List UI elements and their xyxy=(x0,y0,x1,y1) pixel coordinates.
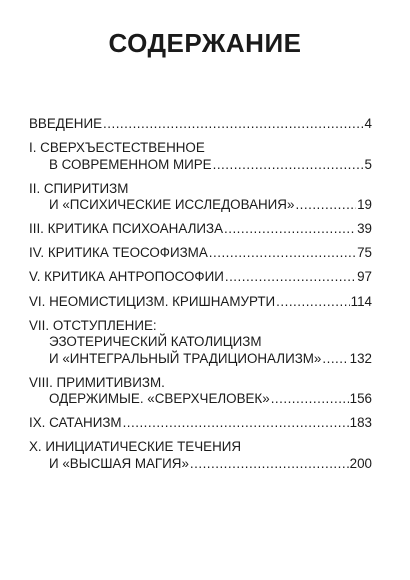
toc-entry-last-line xyxy=(29,294,372,311)
toc-page-number: 19 xyxy=(357,197,372,213)
toc-entry-chapter-4 xyxy=(29,245,372,262)
toc-entry-line xyxy=(29,439,372,456)
toc-entry-title: II. СПИРИТИЗМ xyxy=(29,180,129,196)
dot-leader xyxy=(225,269,356,286)
toc-page-number: 97 xyxy=(357,269,372,285)
toc-entry-title-continued: И «ИНТЕГРАЛЬНЫЙ ТРАДИЦИОНАЛИЗМ» xyxy=(49,350,322,366)
toc-entry-title-continued: ЭЗОТЕРИЧЕСКИЙ КАТОЛИЦИЗМ xyxy=(49,334,262,350)
dot-leader xyxy=(224,221,356,238)
toc-entry-title-continued: ОДЕРЖИМЫЕ. «СВЕРХЧЕЛОВЕК» xyxy=(49,391,270,407)
dot-leader xyxy=(123,415,349,432)
dot-leader xyxy=(295,197,356,214)
toc-entry-last-line xyxy=(29,221,372,238)
toc-entry-title: V. КРИТИКА АНТРОПОСОФИИ xyxy=(29,269,224,285)
table-of-contents xyxy=(29,116,372,480)
dot-leader xyxy=(213,157,364,174)
dot-leader xyxy=(209,245,356,262)
toc-entry-chapter-5 xyxy=(29,269,372,286)
toc-entry-title: VIII. ПРИМИТИВИЗМ. xyxy=(29,374,165,390)
toc-entry-chapter-10 xyxy=(29,439,372,472)
toc-entry-line xyxy=(29,140,372,157)
toc-entry-last-line xyxy=(29,116,372,133)
dot-leader xyxy=(271,391,349,408)
toc-entry-last-line xyxy=(29,245,372,262)
toc-entry-title-continued: И «ПСИХИЧЕСКИЕ ИССЛЕДОВАНИЯ» xyxy=(49,197,295,213)
toc-entry-last-line xyxy=(29,157,372,174)
toc-entry-title: IX. САТАНИЗМ xyxy=(29,415,122,431)
toc-entry-last-line xyxy=(29,415,372,432)
toc-entry-title: X. ИНИЦИАТИЧЕСКИЕ ТЕЧЕНИЯ xyxy=(29,439,242,455)
page-title: СОДЕРЖАНИЕ xyxy=(108,28,302,58)
toc-page-number: 156 xyxy=(349,391,372,407)
toc-entry-last-line xyxy=(29,269,372,286)
toc-page-number: 39 xyxy=(357,221,372,237)
toc-entry-last-line xyxy=(29,456,372,473)
toc-entry-last-line xyxy=(29,391,372,408)
toc-entry-title: I. СВЕРХЪЕСТЕСТВЕННОЕ xyxy=(29,140,205,156)
toc-entry-line xyxy=(29,181,372,198)
toc-page-number: 75 xyxy=(357,245,372,261)
toc-page-number: 4 xyxy=(364,116,372,131)
toc-page-number: 5 xyxy=(364,156,372,172)
toc-page-number: 200 xyxy=(349,455,372,471)
toc-entry-title: ВВЕДЕНИЕ xyxy=(29,116,103,131)
toc-entry-chapter-6 xyxy=(29,294,372,311)
toc-entry-chapter-2 xyxy=(29,181,372,214)
toc-entry-line xyxy=(29,334,372,351)
toc-entry-title: VI. НЕОМИСТИЦИЗМ. КРИШНАМУРТИ xyxy=(29,293,276,309)
toc-page-number: 114 xyxy=(350,293,372,309)
toc-page-number: 183 xyxy=(349,415,372,431)
toc-page-number: 132 xyxy=(349,350,372,366)
toc-entry-title-continued: В СОВРЕМЕННОМ МИРЕ xyxy=(49,156,212,172)
dot-leader xyxy=(322,351,348,368)
toc-entry-title: III. КРИТИКА ПСИХОАНАЛИЗА xyxy=(29,221,224,237)
toc-entry-chapter-8 xyxy=(29,375,372,408)
dot-leader xyxy=(276,294,349,311)
toc-entry-introduction xyxy=(29,116,372,133)
toc-entry-title-continued: И «ВЫСШАЯ МАГИЯ» xyxy=(49,455,189,471)
toc-entry-chapter-9 xyxy=(29,415,372,432)
toc-entry-last-line xyxy=(29,197,372,214)
toc-entry-line xyxy=(29,375,372,392)
dot-leader xyxy=(190,456,349,473)
dot-leader xyxy=(103,116,364,133)
toc-entry-chapter-1 xyxy=(29,140,372,173)
toc-entry-last-line xyxy=(29,351,372,368)
toc-entry-title: IV. КРИТИКА ТЕОСОФИЗМА xyxy=(29,245,208,261)
toc-entry-line xyxy=(29,318,372,335)
toc-entry-title: VII. ОТСТУПЛЕНИЕ: xyxy=(29,317,157,333)
toc-entry-chapter-7 xyxy=(29,318,372,368)
toc-entry-chapter-3 xyxy=(29,221,372,238)
